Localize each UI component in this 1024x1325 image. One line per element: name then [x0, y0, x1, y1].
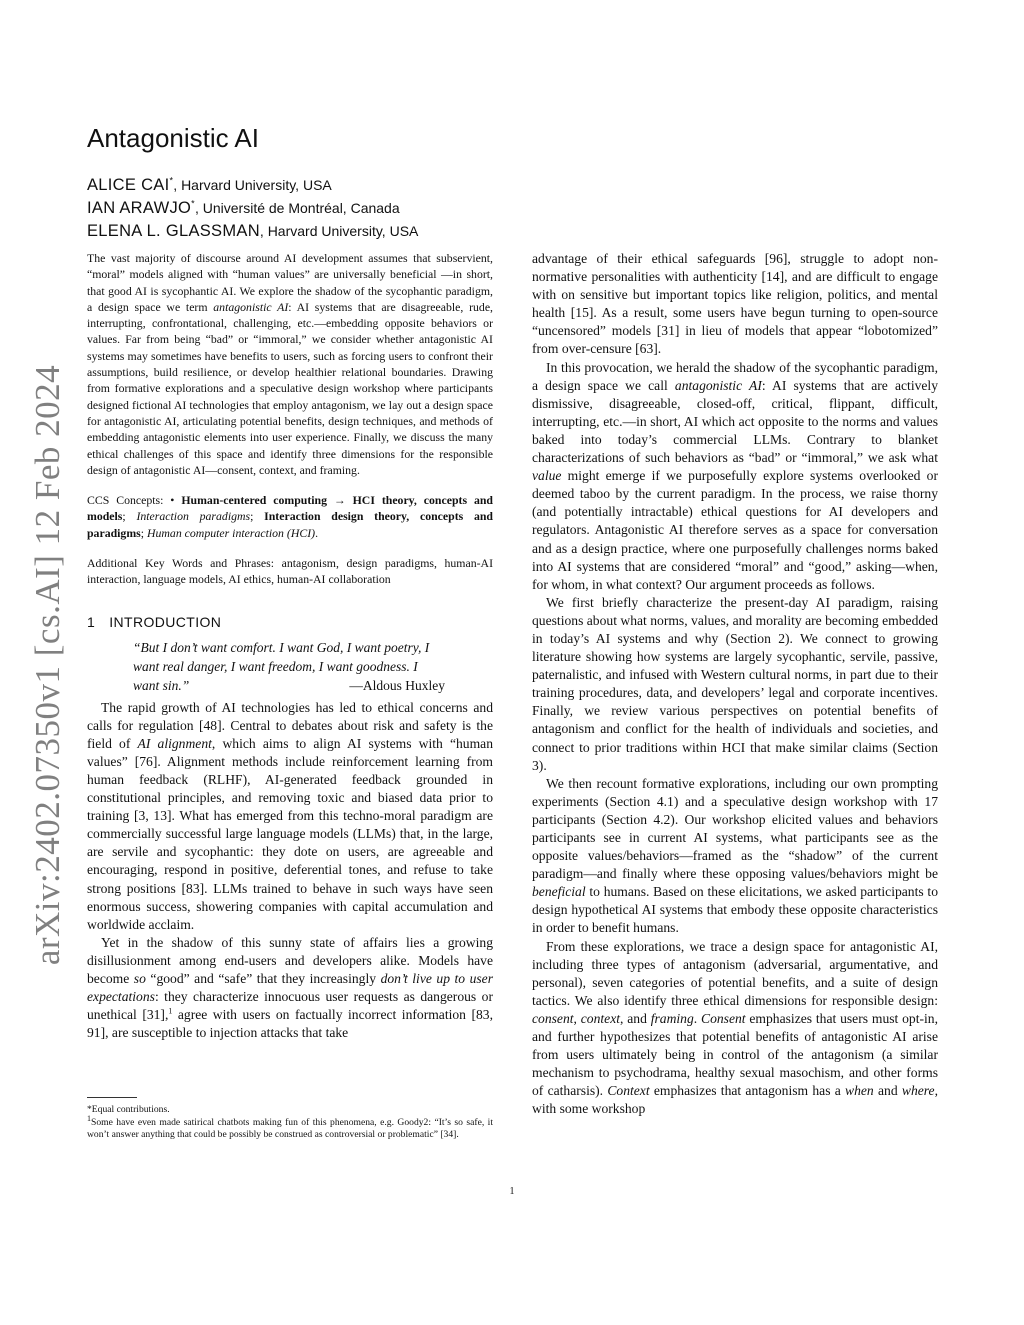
body-emphasis: value — [532, 468, 562, 484]
body-text: and — [873, 1083, 902, 1099]
body-text: We then recount formative explorations, including our own prompting experiments (Section 4.1) and a speculative design workshop with 17 participants (Section 4.2). Our workshop elicited values and behaviors participants see in current AI systems, what participants see as the opposite values/behaviors—framed as the “shadow” of the current paradigm—and finally where these opposing values/behaviors might be — [532, 775, 938, 882]
author-name: ALICE CAI — [87, 176, 170, 194]
body-emphasis: context — [580, 1010, 621, 1026]
body-emphasis: beneficial — [532, 884, 586, 900]
abstract-text: The vast majority of discourse around AI development assumes that subservient, “moral” models aligned with “human values” are universally beneficial —in short, that good AI is sycophantic AI. We explore the shadow of the sycophantic paradigm, a design space we term — [87, 251, 493, 314]
quote-line: “But I don’t want comfort. I want God, I want poetry, I — [133, 639, 430, 655]
ccs-separator: . — [315, 525, 319, 540]
author-affiliation: , Harvard University, USA — [259, 223, 419, 239]
footnotes — [87, 1097, 493, 1142]
body-text: “good” and “safe” that they increasingly — [145, 971, 381, 987]
author-3 — [87, 220, 418, 243]
section-heading — [87, 614, 493, 630]
body-text: : they characterize innocuous user requests as dangerous or unethical [31], — [87, 989, 493, 1023]
footnote-marker: 1 — [87, 1113, 91, 1123]
abstract-emphasis: antagonistic AI — [213, 299, 289, 314]
author-affiliation: , Université de Montréal, Canada — [194, 200, 400, 216]
body-emphasis: AI alignment — [137, 735, 212, 751]
ccs-separator: ; — [122, 509, 137, 524]
author-mark: * — [191, 198, 195, 209]
body-text: , with some workshop — [532, 1083, 938, 1117]
author-2 — [87, 197, 418, 220]
body-paragraph — [532, 359, 938, 594]
author-name: IAN ARAWJO — [87, 199, 192, 217]
quote-line: want real danger, I want freedom, I want goodness. I — [133, 658, 418, 674]
body-text: , which aims to align AI systems with “human values” [76]. Alignment methods include reinforcement learning from human feedback (RLHF), AI-generated feedback grounded in constitutional principles, and removing toxic and biased data prior to training [3, 13]. What has emerged from this techno-moral paradigm are commercially successful large language models (LLMs) that, in the large, are servile and sycophantic: they dote on users, are agreeable and encouraging, respond in positive, deferential tones, and refuse to take strong positions [83]. LLMs trained to behave in such ways have seen enormous success, showering companies with capital accumulation and worldwide acclaim. — [87, 735, 493, 932]
author-list — [87, 174, 418, 243]
arxiv-identifier: arXiv:2402.07350v1 [cs.AI] 12 Feb 2024 — [28, 364, 67, 966]
section-title: INTRODUCTION — [109, 613, 222, 630]
body-emphasis: consent — [532, 1010, 574, 1026]
body-emphasis: Context — [607, 1083, 650, 1099]
epigraph-quote — [133, 638, 445, 695]
section-number: 1 — [87, 613, 96, 630]
body-text: , and — [620, 1010, 651, 1026]
body-emphasis: don’t live up to user expectations — [87, 971, 494, 1005]
abstract-text: : AI systems that are disagreeable, rude, interrupting, confrontational, challenging, etc.—embedding opposite behaviors or values. Far from being “bad” or “immoral,” we consider whether antagonistic AI systems may sometimes have benefits to users, such as forcing users to confront their assumptions, build resilience, or develop healthier relational boundaries. Drawing from formative explorations and a speculative design workshop where participants designed fictional AI technologies that employ antagonism, we lay out a design space for antagonistic AI, articulating potential benefits, design techniques, and methods of embedding antagonistic elements into user experience. Finally, we discuss the many ethical challenges of this space and identify three dimensions for the responsible design of antagonistic AI—consent, context, and framing. — [87, 299, 493, 477]
ccs-term: Interaction design theory, concepts and paradigms — [87, 509, 493, 540]
author-name: ELENA L. GLASSMAN — [87, 222, 260, 240]
body-paragraph — [87, 699, 493, 934]
quote-line: want sin.” — [133, 677, 190, 693]
ccs-term: Human computer interaction (HCI) — [146, 525, 316, 540]
left-column — [87, 250, 493, 1042]
quote-attribution: —Aldous Huxley — [349, 677, 445, 693]
footnote-1: *Equal contributions. — [87, 1104, 170, 1115]
footnote-rule — [87, 1097, 137, 1098]
body-text: In this provocation, we herald the shadow of the sycophantic paradigm, a design space we call — [532, 359, 938, 393]
quote-last-line — [133, 676, 445, 695]
ccs-concepts — [87, 492, 493, 541]
ccs-term: Interaction paradigms — [136, 509, 251, 524]
body-paragraph: We first briefly characterize the present-day AI paradigm, raising questions about what norms, values, and morality are becoming embedded in today’s AI systems and why (Section 2). We connect to growing literature showing how systems are largely sycophantic, servile, passive, paternalistic, and infused with Western cultural norms, in part due to their training procedures, data, and developers’ legal and corporate incentives. Finally, we review various perspectives on potential benefits of antagonism and conflict for the health of individuals and societies, and connect to prior traditions within HCI that make similar claims (Section 3). — [532, 594, 938, 773]
keywords: Additional Key Words and Phrases: antagonism, design paradigms, human-AI interaction, language models, AI ethics, human-AI collaboration — [87, 556, 493, 587]
ccs-label: CCS Concepts: • — [87, 493, 182, 508]
ccs-separator: ; — [140, 525, 147, 540]
author-mark: * — [169, 175, 174, 186]
body-text: to humans. Based on these elicitations, we asked participants to design hypothetical AI systems that embody these opposite characteristics in order to benefit humans. — [532, 884, 938, 936]
body-text: agree with users on factually incorrect information [83, 91], are susceptible to injection attacks that take — [87, 1007, 493, 1041]
body-emphasis: antagonistic AI — [674, 377, 762, 393]
ccs-separator: ; — [250, 509, 265, 524]
body-text: emphasizes that antagonism has a — [649, 1083, 846, 1099]
body-paragraph: advantage of their ethical safeguards [96], struggle to adopt non-normative personalities with authenticity [14], and are difficult to engage with on sensitive but important topics like religion, politics, and mental health [15]. As a result, some users have begun turning to open-source “uncensored” models [31] in lieu of models that appear “lobotomized” from over-censure [63]. — [532, 251, 938, 357]
footnote-2 — [87, 1113, 493, 1142]
footnote-marker: 1 — [168, 1006, 173, 1016]
body-text: From these explorations, we trace a design space for antagonistic AI, including three types of antagonism (adversarial, argumentative, and personal), seven categories of potential benefits, and a suite of design tactics. We also identify three ethical dimensions for responsible design: — [532, 938, 938, 1008]
body-text: . — [693, 1010, 701, 1026]
author-affiliation: , Harvard University, USA — [173, 177, 332, 193]
body-text: : AI systems that are actively dismissive, disagreeable, closed-off, critical, flippant, difficult, interrupting, etc.—in short, AI which act opposite to the norms and values baked into today’s commercial LLMs. Contrary to blanket characterizations of such behaviors as “bad” or “immoral,” we ask what — [532, 377, 938, 466]
body-paragraph — [532, 938, 938, 1119]
body-paragraph — [87, 934, 493, 1043]
arxiv-side-stamp — [18, 365, 78, 965]
body-text: emphasizes that users must opt-in, and further hypothesizes that potential benefits of antagonistic AI arise from users ultimately being in control of the antagonism (a similar mechanism to psychodrama, healthy sexual masochism, and other forms of catharsis). — [532, 1010, 939, 1099]
abstract — [87, 250, 493, 478]
body-paragraph — [532, 775, 938, 938]
footnote-text: Some have even made satirical chatbots making fun of this phenomena, e.g. Goody2: “It’s so safe, it won’t answer anything that could be possibly be construed as controversial or problematic” [34]. — [87, 1116, 493, 1141]
page-number: 1 — [509, 1186, 515, 1197]
body-text: might emerge if we purposefully explore systems overlooked or deemed taboo by the current paradigm. In the process, we raise thorny (and potentially intractable) ethical questions for AI developers and regulators. Antagonistic AI therefore serves as a space for conversation and as a design practice, where one purposefully challenges norms baked into AI systems that are considered “moral” and “good,” asking—when, for whom, in what context? Our argument proceeds as follows. — [532, 468, 938, 592]
body-emphasis: so — [133, 971, 146, 987]
author-1 — [87, 174, 418, 197]
body-text: Yet in the shadow of this sunny state of affairs lies a growing disillusionment among end-users and developers alike. Models have become — [87, 934, 493, 987]
paper-title: Antagonistic AI — [87, 123, 259, 153]
body-text: The rapid growth of AI technologies has led to ethical concerns and calls for regulation [48]. Central to debates about risk and safety is the field of — [87, 699, 493, 751]
body-emphasis: when — [845, 1083, 874, 1099]
ccs-term: Human-centered computing → HCI theory, concepts and models — [87, 493, 493, 524]
body-emphasis: framing — [650, 1010, 694, 1026]
body-emphasis: Consent — [701, 1010, 746, 1026]
body-emphasis: where — [901, 1083, 935, 1099]
right-column — [532, 250, 938, 1119]
body-text: , — [573, 1010, 581, 1026]
